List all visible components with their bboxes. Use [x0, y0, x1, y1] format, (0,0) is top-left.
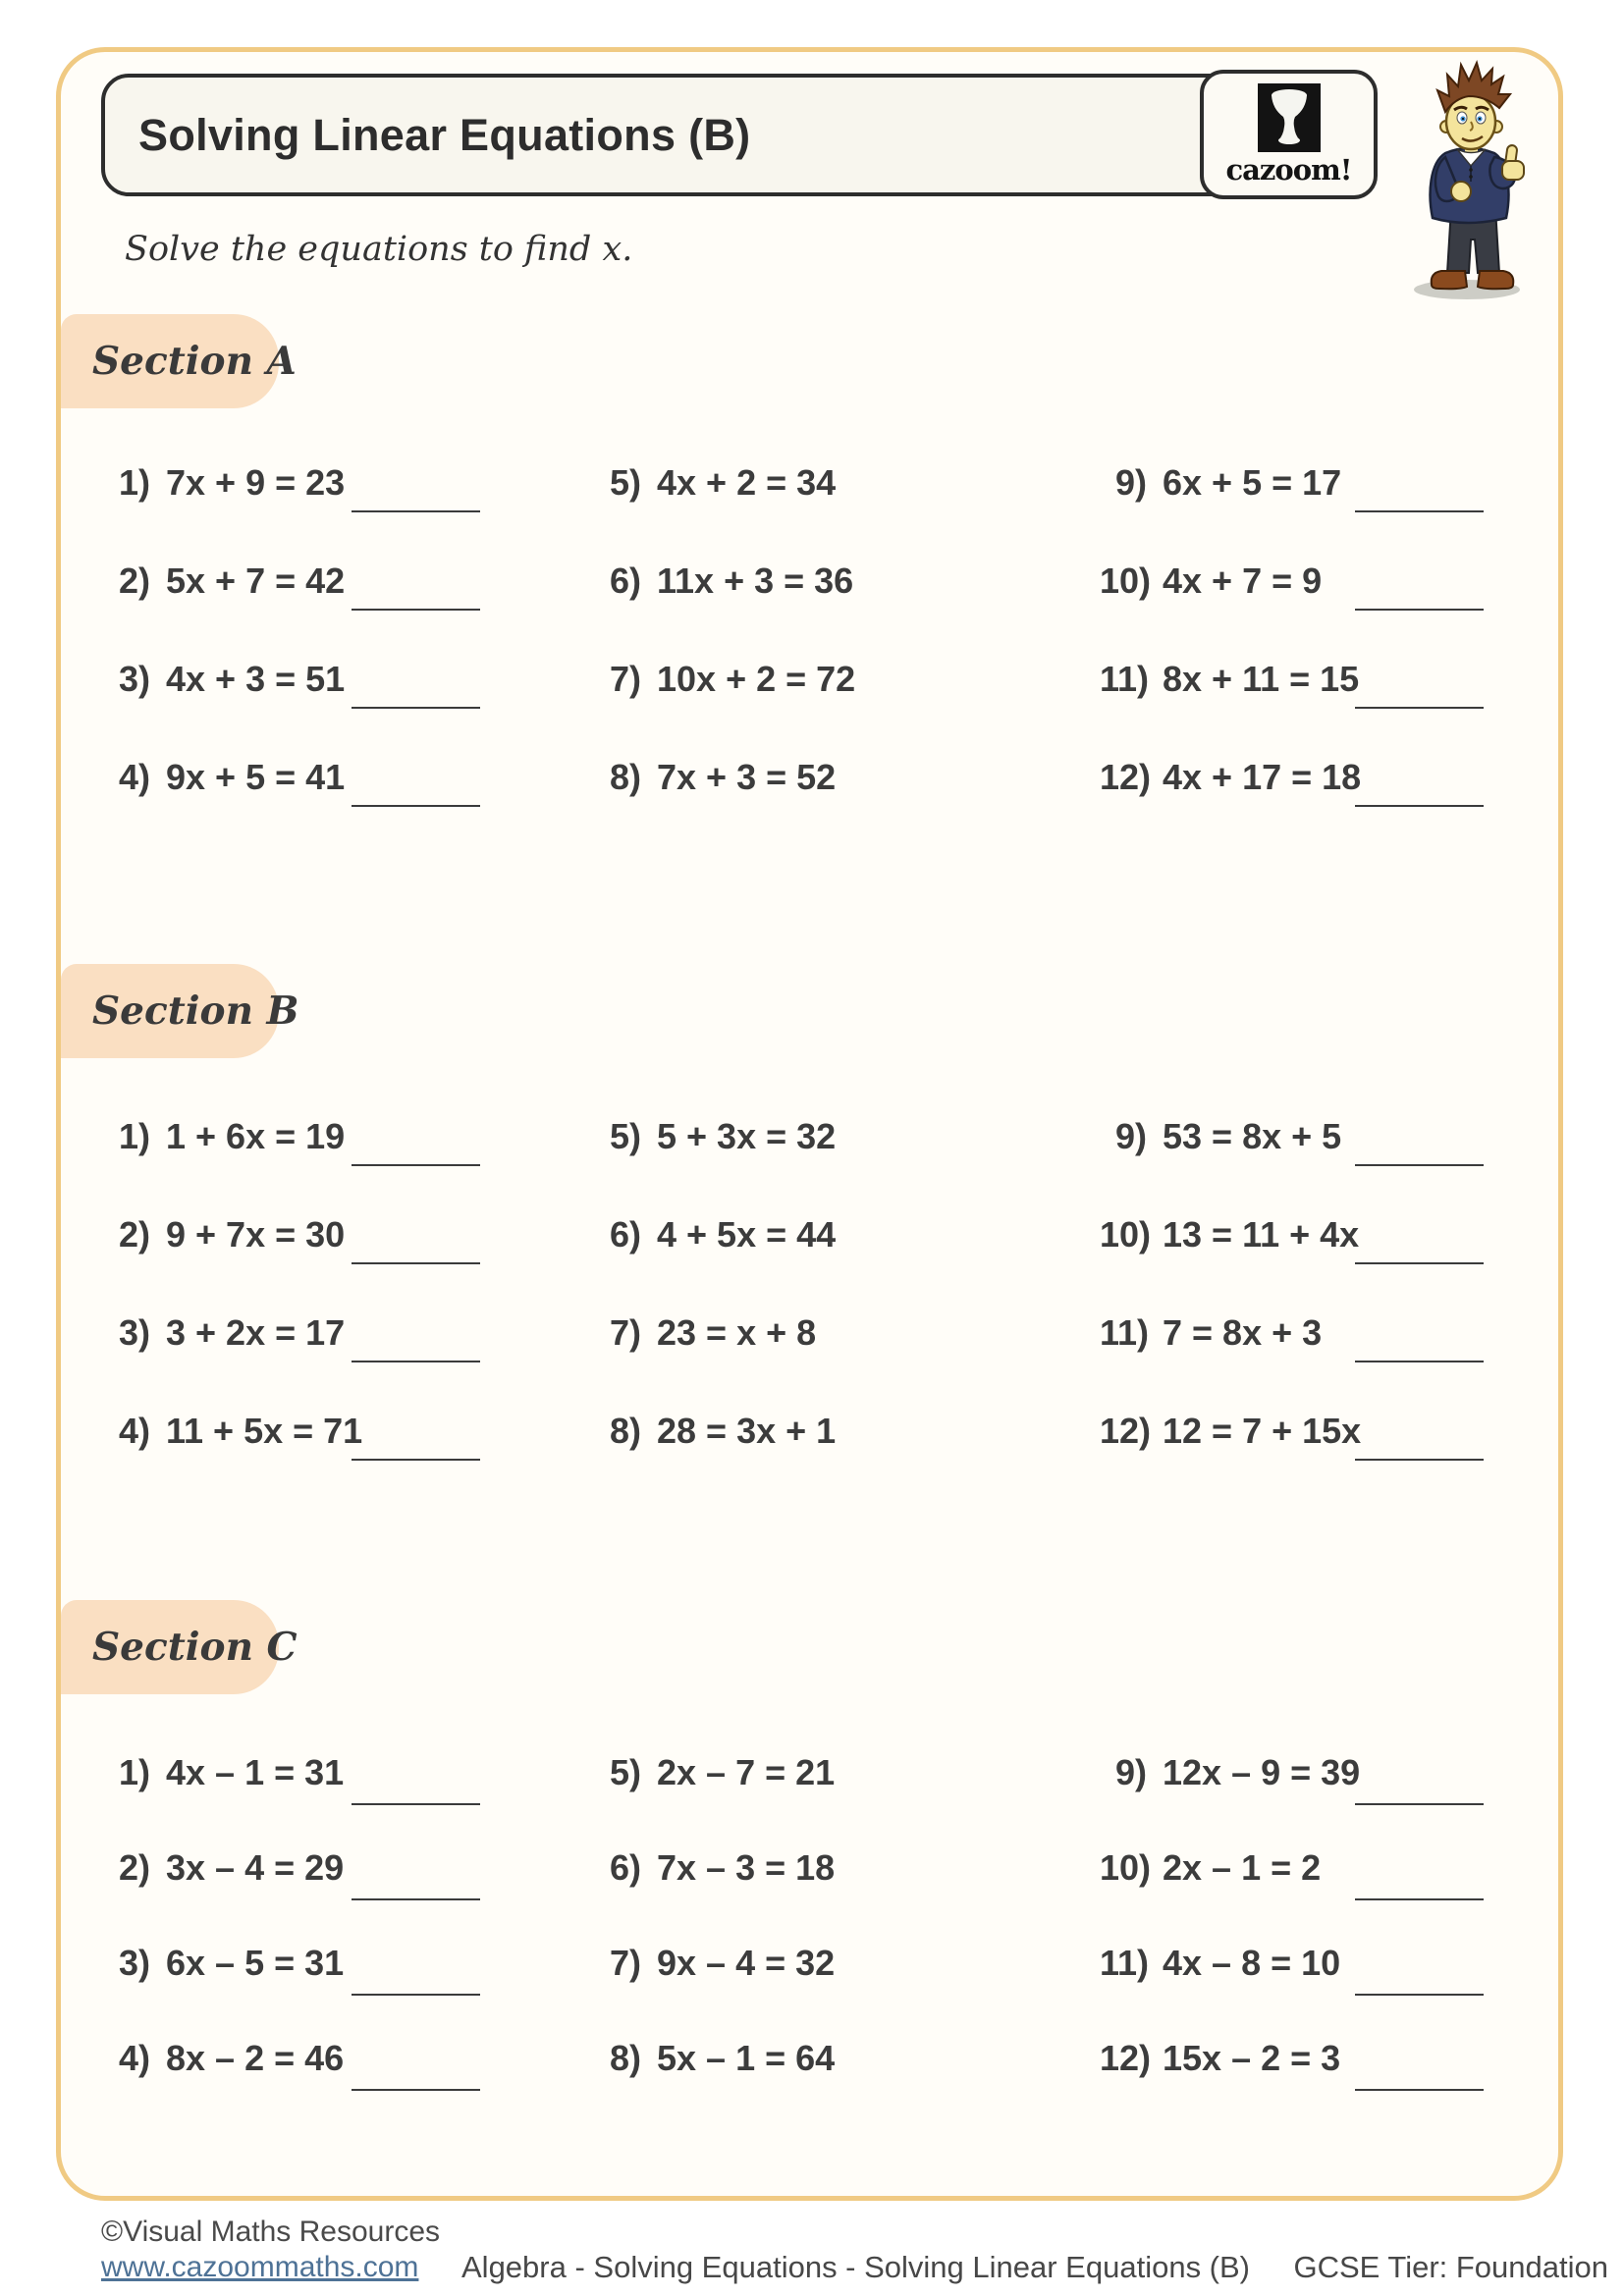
equation-text: 8x + 11 = 15	[1163, 659, 1360, 699]
equation-text: 9 + 7x = 30	[166, 1214, 346, 1255]
equation-text: 28 = 3x + 1	[657, 1411, 837, 1451]
section-c-header	[61, 1600, 298, 1694]
problem-number: 1)	[118, 462, 150, 503]
problem-row	[1100, 461, 1556, 560]
problem-row	[1100, 756, 1556, 854]
footer-website-link[interactable]: www.cazoommaths.com	[101, 2251, 419, 2283]
problem-number: 11)	[1100, 1312, 1150, 1353]
problem-number: 9)	[1114, 1116, 1147, 1156]
problem-row	[1100, 560, 1556, 658]
equation-text: 1 + 6x = 19	[166, 1116, 346, 1156]
problem-number: 3)	[118, 1312, 150, 1353]
problem-row	[594, 1410, 1100, 1508]
equation-text: 13 = 11 + 4x	[1163, 1214, 1360, 1255]
problem-number: 12)	[1100, 757, 1152, 797]
equation-text: 2x – 7 = 21	[657, 1752, 836, 1792]
problem-row	[594, 1942, 1100, 2037]
problem-row	[594, 1213, 1100, 1311]
problem-row	[103, 756, 594, 854]
equation-text: 4x + 7 = 9	[1163, 561, 1323, 601]
problem-number: 6)	[609, 561, 641, 601]
equation-text: 12x – 9 = 39	[1163, 1752, 1361, 1792]
instruction-text: Solve the equations to find x.	[125, 230, 633, 269]
problem-number: 10)	[1100, 1847, 1152, 1888]
drum-icon	[1258, 83, 1321, 152]
footer-tier-label: GCSE Tier: Foundation	[1293, 2250, 1608, 2284]
problem-row	[594, 756, 1100, 854]
title-bar	[101, 74, 1375, 196]
equation-text: 7x – 3 = 18	[657, 1847, 836, 1888]
equation-text: 4x + 2 = 34	[657, 462, 837, 503]
answer-line[interactable]	[352, 1459, 480, 1461]
equation-text: 7 = 8x + 3	[1163, 1312, 1323, 1353]
answer-line[interactable]	[352, 609, 480, 611]
equation-text: 3x – 4 = 29	[166, 1847, 345, 1888]
mascot-boy-illustration	[1402, 51, 1544, 301]
answer-line[interactable]	[352, 707, 480, 709]
problem-row	[594, 2037, 1100, 2132]
answer-line[interactable]	[352, 1803, 480, 1805]
problem-row	[594, 1115, 1100, 1213]
problem-number: 2)	[118, 561, 150, 601]
problem-number: 12)	[1100, 2038, 1152, 2078]
equation-text: 7x + 3 = 52	[657, 757, 837, 797]
answer-line[interactable]	[352, 1361, 480, 1362]
problem-number: 1)	[118, 1752, 150, 1792]
cazoom-logo	[1200, 70, 1378, 199]
problem-row	[1100, 1410, 1556, 1508]
answer-line[interactable]	[352, 1898, 480, 1900]
problem-row	[1100, 1213, 1556, 1311]
problem-number: 2)	[118, 1847, 150, 1888]
equation-text: 5x – 1 = 64	[657, 2038, 836, 2078]
problem-row	[103, 1942, 594, 2037]
equation-text: 11x + 3 = 36	[657, 561, 854, 601]
equation-text: 5 + 3x = 32	[657, 1116, 837, 1156]
answer-line[interactable]	[352, 510, 480, 512]
problem-row	[103, 2037, 594, 2132]
equation-text: 9x – 4 = 32	[657, 1943, 836, 1983]
logo-wordmark: cazoom!	[1225, 152, 1352, 187]
problem-row	[594, 560, 1100, 658]
equation-text: 5x + 7 = 42	[166, 561, 346, 601]
problem-row	[1100, 2037, 1556, 2132]
problem-number: 9)	[1114, 462, 1147, 503]
equation-text: 53 = 8x + 5	[1163, 1116, 1342, 1156]
problem-row	[1100, 658, 1556, 756]
section-a-problems	[103, 461, 1556, 854]
answer-line[interactable]	[352, 1262, 480, 1264]
problem-row	[103, 1311, 594, 1410]
problem-number: 8)	[609, 1411, 641, 1451]
problem-row	[103, 1846, 594, 1942]
problem-row	[1100, 1942, 1556, 2037]
section-b-problems	[103, 1115, 1556, 1508]
equation-text: 11 + 5x = 71	[166, 1411, 363, 1451]
equation-text: 12 = 7 + 15x	[1163, 1411, 1362, 1451]
problem-row	[103, 1410, 594, 1508]
equation-text: 3 + 2x = 17	[166, 1312, 346, 1353]
problem-row	[594, 1846, 1100, 1942]
problem-number: 11)	[1100, 1943, 1150, 1983]
problem-row	[1100, 1846, 1556, 1942]
problem-row	[103, 461, 594, 560]
problem-number: 5)	[609, 1116, 641, 1156]
answer-line[interactable]	[352, 2089, 480, 2091]
problem-number: 12)	[1100, 1411, 1152, 1451]
problem-row	[1100, 1115, 1556, 1213]
equation-text: 4x – 8 = 10	[1163, 1943, 1341, 1983]
equation-text: 4 + 5x = 44	[657, 1214, 837, 1255]
problem-row	[103, 1115, 594, 1213]
section-c-problems	[103, 1751, 1556, 2132]
problem-row	[1100, 1311, 1556, 1410]
answer-line[interactable]	[352, 1164, 480, 1166]
footer-left	[101, 2215, 440, 2285]
section-a-label: Section A	[92, 339, 297, 384]
equation-text: 9x + 5 = 41	[166, 757, 346, 797]
problem-row	[103, 658, 594, 756]
footer-copyright: ©Visual Maths Resources	[101, 2216, 441, 2248]
equation-text: 15x – 2 = 3	[1163, 2038, 1341, 2078]
problem-number: 7)	[609, 1943, 641, 1983]
problem-number: 5)	[609, 462, 641, 503]
problem-number: 8)	[609, 2038, 641, 2078]
problem-row	[1100, 1751, 1556, 1846]
problem-row	[594, 1311, 1100, 1410]
equation-text: 6x + 5 = 17	[1163, 462, 1342, 503]
problem-row	[103, 1213, 594, 1311]
problem-number: 10)	[1100, 561, 1152, 601]
problem-number: 4)	[118, 757, 150, 797]
equation-text: 6x – 5 = 31	[166, 1943, 345, 1983]
problem-row	[594, 461, 1100, 560]
equation-text: 4x + 17 = 18	[1163, 757, 1362, 797]
section-b-header	[61, 964, 299, 1058]
problem-number: 11)	[1100, 659, 1150, 699]
problem-number: 4)	[118, 2038, 150, 2078]
problem-number: 3)	[118, 1943, 150, 1983]
problem-row	[103, 1751, 594, 1846]
problem-row	[103, 560, 594, 658]
problem-number: 5)	[609, 1752, 641, 1792]
problem-number: 10)	[1100, 1214, 1152, 1255]
equation-text: 23 = x + 8	[657, 1312, 817, 1353]
answer-line[interactable]	[352, 805, 480, 807]
equation-text: 8x – 2 = 46	[166, 2038, 345, 2078]
problem-number: 1)	[118, 1116, 150, 1156]
problem-number: 8)	[609, 757, 641, 797]
section-b-label: Section B	[92, 988, 299, 1034]
problem-number: 3)	[118, 659, 150, 699]
problem-number: 2)	[118, 1214, 150, 1255]
problem-number: 4)	[118, 1411, 150, 1451]
problem-number: 7)	[609, 659, 641, 699]
problem-number: 6)	[609, 1214, 641, 1255]
equation-text: 7x + 9 = 23	[166, 462, 346, 503]
problem-number: 9)	[1114, 1752, 1147, 1792]
page-title: Solving Linear Equations (B)	[138, 109, 751, 160]
equation-text: 4x – 1 = 31	[166, 1752, 345, 1792]
problem-number: 7)	[609, 1312, 641, 1353]
equation-text: 10x + 2 = 72	[657, 659, 856, 699]
equation-text: 4x + 3 = 51	[166, 659, 346, 699]
section-a-header	[61, 314, 297, 408]
problem-row	[594, 658, 1100, 756]
section-c-label: Section C	[92, 1625, 298, 1670]
problem-row	[594, 1751, 1100, 1846]
equation-text: 2x – 1 = 2	[1163, 1847, 1322, 1888]
answer-line[interactable]	[352, 1994, 480, 1996]
problem-number: 6)	[609, 1847, 641, 1888]
footer-breadcrumb: Algebra - Solving Equations - Solving Linear Equations (B)	[461, 2250, 1251, 2284]
